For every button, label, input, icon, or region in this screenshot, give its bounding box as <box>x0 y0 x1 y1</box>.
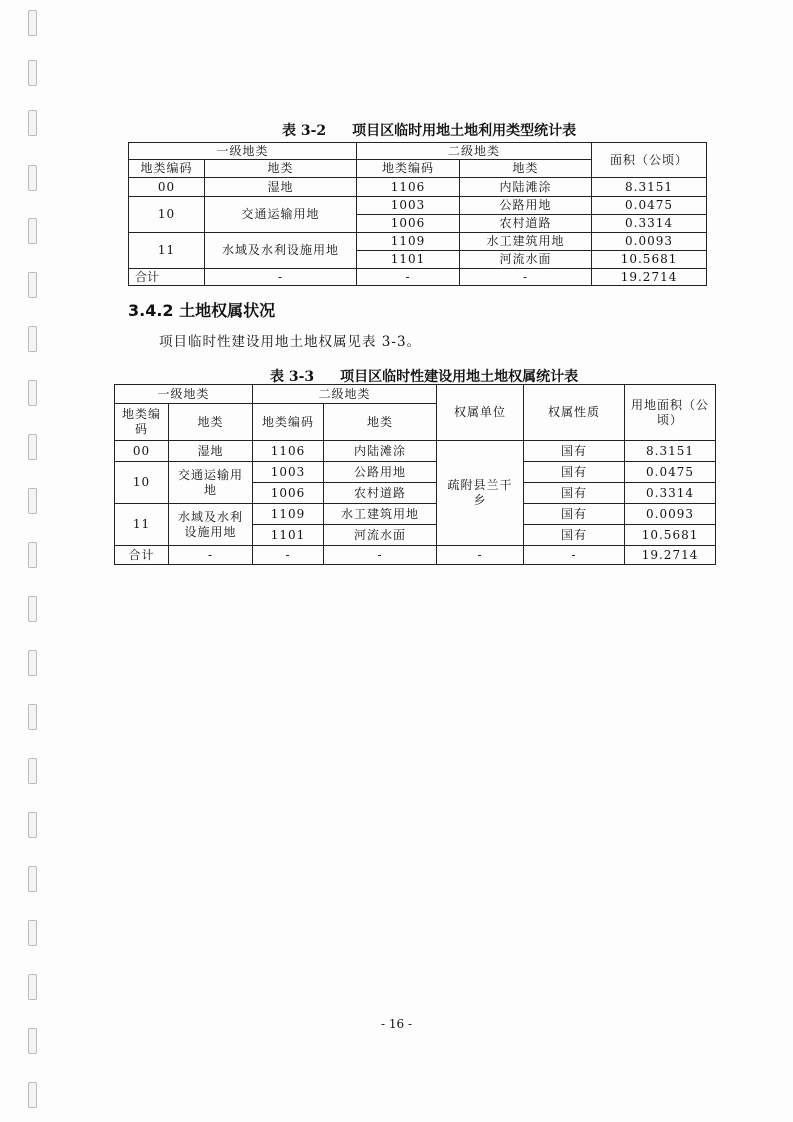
header-level2: 二级地类 <box>253 385 437 404</box>
cell-owner: 疏附县兰干乡 <box>437 441 524 546</box>
cell-code1: 10 <box>129 197 205 233</box>
table-row <box>115 441 716 462</box>
table-3-3-caption <box>270 366 578 386</box>
cell-name2: 农村道路 <box>460 215 592 233</box>
table-3-3 <box>114 384 716 565</box>
header-name2: 地类 <box>460 160 592 178</box>
cell-code2: 1106 <box>357 178 460 197</box>
cell-code1: 11 <box>129 233 205 269</box>
header-owner: 权属单位 <box>437 385 524 441</box>
header-level2: 二级地类 <box>357 143 592 160</box>
cell-code1: 10 <box>115 462 169 504</box>
header-code1: 地类编码 <box>115 404 169 441</box>
binder-hole <box>28 812 37 838</box>
cell-name1: 水域及水利设施用地 <box>205 233 357 269</box>
binder-hole <box>28 704 37 730</box>
page-number: - 16 - <box>380 1017 412 1031</box>
binder-hole <box>28 542 37 568</box>
total-nature: - <box>524 546 625 565</box>
binder-hole <box>28 434 37 460</box>
cell-code2: 1003 <box>357 197 460 215</box>
table-row <box>115 462 716 483</box>
cell-area: 8.3151 <box>592 178 707 197</box>
table-total-row <box>129 269 707 286</box>
cell-code2: 1109 <box>253 504 324 525</box>
cell-name2: 农村道路 <box>324 483 437 504</box>
header-name1: 地类 <box>205 160 357 178</box>
cell-code2: 1101 <box>357 251 460 269</box>
cell-name2: 公路用地 <box>460 197 592 215</box>
cell-code2: 1101 <box>253 525 324 546</box>
binder-hole <box>28 10 37 36</box>
table-3-2-caption <box>282 120 576 140</box>
cell-name2: 公路用地 <box>324 462 437 483</box>
total-name2: - <box>324 546 437 565</box>
binder-hole <box>28 758 37 784</box>
binder-hole <box>28 165 37 191</box>
cell-name2: 河流水面 <box>460 251 592 269</box>
section-heading: 3.4.2 土地权属状况 <box>128 301 276 320</box>
header-code1: 地类编码 <box>129 160 205 178</box>
cell-area: 0.3314 <box>625 483 716 504</box>
cell-name2: 水工建筑用地 <box>460 233 592 251</box>
cell-name2: 河流水面 <box>324 525 437 546</box>
cell-area: 0.0475 <box>592 197 707 215</box>
total-area: 19.2714 <box>625 546 716 565</box>
cell-code1: 00 <box>115 441 169 462</box>
cell-area: 8.3151 <box>625 441 716 462</box>
table-3-3-title: 项目区临时性建设用地土地权属统计表 <box>340 369 579 385</box>
cell-area: 10.5681 <box>592 251 707 269</box>
total-area: 19.2714 <box>592 269 707 286</box>
total-label: 合计 <box>129 269 205 286</box>
binder-hole <box>28 380 37 406</box>
binder-hole <box>28 1082 37 1108</box>
total-code2: - <box>253 546 324 565</box>
total-name1: - <box>169 546 253 565</box>
binder-hole <box>28 920 37 946</box>
cell-name2: 内陆滩涂 <box>460 178 592 197</box>
cell-code2: 1109 <box>357 233 460 251</box>
cell-code2: 1006 <box>357 215 460 233</box>
binder-hole <box>28 650 37 676</box>
cell-area: 0.0093 <box>625 504 716 525</box>
header-nature: 权属性质 <box>524 385 625 441</box>
table-row <box>129 197 707 215</box>
table-row <box>115 504 716 525</box>
cell-name1: 湿地 <box>169 441 253 462</box>
total-owner: - <box>437 546 524 565</box>
header-code2: 地类编码 <box>253 404 324 441</box>
binder-hole <box>28 60 37 86</box>
header-name1: 地类 <box>169 404 253 441</box>
header-area: 面积（公顷） <box>592 143 707 178</box>
cell-nature: 国有 <box>524 525 625 546</box>
binder-hole <box>28 1028 37 1054</box>
cell-code2: 1106 <box>253 441 324 462</box>
cell-nature: 国有 <box>524 462 625 483</box>
total-label: 合计 <box>115 546 169 565</box>
cell-area: 10.5681 <box>625 525 716 546</box>
cell-name2: 内陆滩涂 <box>324 441 437 462</box>
cell-code1: 11 <box>115 504 169 546</box>
header-level1: 一级地类 <box>115 385 253 404</box>
total-name2: - <box>460 269 592 286</box>
cell-area: 0.0093 <box>592 233 707 251</box>
table-row <box>129 178 707 197</box>
cell-name2: 水工建筑用地 <box>324 504 437 525</box>
cell-nature: 国有 <box>524 504 625 525</box>
table-3-2 <box>128 142 707 286</box>
body-paragraph: 项目临时性建设用地土地权属见表 3-3。 <box>159 334 422 350</box>
cell-code2: 1006 <box>253 483 324 504</box>
binder-hole <box>28 866 37 892</box>
table-3-2-number: 表 3-2 <box>282 123 327 139</box>
cell-code2: 1003 <box>253 462 324 483</box>
header-name2: 地类 <box>324 404 437 441</box>
table-3-3-number: 表 3-3 <box>270 369 315 385</box>
binder-hole <box>28 596 37 622</box>
cell-name1: 湿地 <box>205 178 357 197</box>
cell-code1: 00 <box>129 178 205 197</box>
cell-name1: 交通运输用地 <box>205 197 357 233</box>
binder-hole <box>28 218 37 244</box>
cell-name1: 水域及水利设施用地 <box>169 504 253 546</box>
header-level1: 一级地类 <box>129 143 357 160</box>
table-row <box>129 233 707 251</box>
header-area: 用地面积（公顷） <box>625 385 716 441</box>
cell-area: 0.0475 <box>625 462 716 483</box>
binder-hole <box>28 488 37 514</box>
cell-nature: 国有 <box>524 441 625 462</box>
total-code2: - <box>357 269 460 286</box>
binder-hole <box>28 974 37 1000</box>
header-code2: 地类编码 <box>357 160 460 178</box>
binder-hole <box>28 272 37 298</box>
table-total-row <box>115 546 716 565</box>
cell-nature: 国有 <box>524 483 625 504</box>
cell-area: 0.3314 <box>592 215 707 233</box>
binder-hole <box>28 326 37 352</box>
binder-hole <box>28 110 37 136</box>
total-name1: - <box>205 269 357 286</box>
cell-name1: 交通运输用地 <box>169 462 253 504</box>
table-3-2-title: 项目区临时用地土地利用类型统计表 <box>352 123 577 139</box>
